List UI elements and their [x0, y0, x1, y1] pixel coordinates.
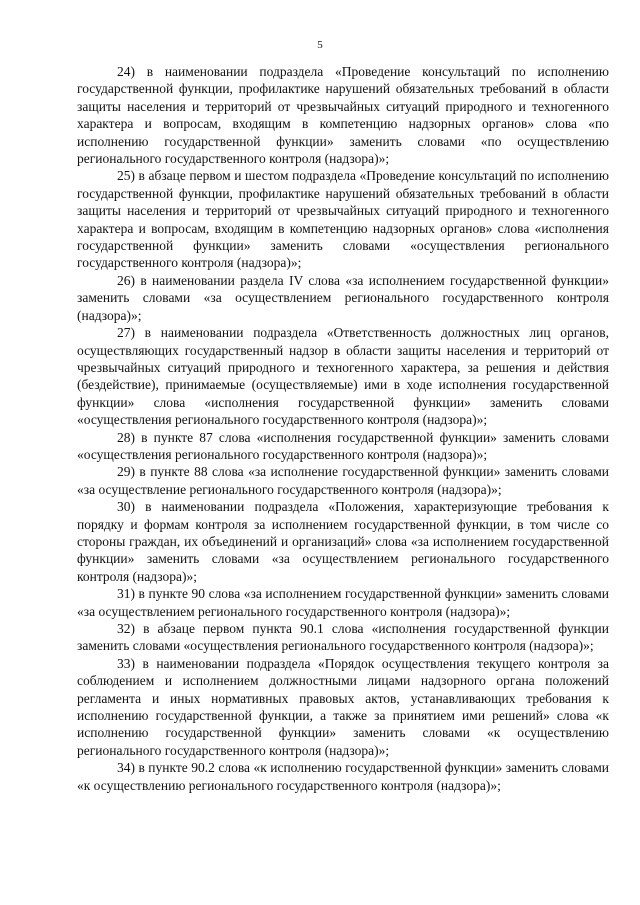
document-body — [77, 63, 609, 794]
paragraph-29: 29) в пункте 88 слова «за исполнение государственной функции» заменить словами «за осуществление регионального государственного контроля (надзора)»; — [77, 464, 609, 497]
paragraph-34: 34) в пункте 90.2 слова «к исполнению государственной функции» заменить словами «к осуществлению регионального государственного контроля (надзора)»; — [77, 760, 609, 793]
paragraph-31: 31) в пункте 90 слова «за исполнением государственной функции» заменить словами «за осуществлением регионального государственного контроля (надзора)»; — [77, 586, 609, 619]
page-number: 5 — [317, 39, 323, 51]
paragraph-32: 32) в абзаце первом пункта 90.1 слова «исполнения государственной функции заменить словами «осуществления регионального государственного контроля (надзора)»; — [77, 621, 609, 654]
paragraph-24: 24) в наименовании подраздела «Проведение консультаций по исполнению государственной функции, профилактике нарушений обязательных требований в области защиты населения и территорий от чрезвычайных ситуаций природного и техногенного характера и вопросам, входящим в компетенцию надзорных органов» слова «по исполнению государственной функции» заменить словами «по осуществлению регионального государственного контроля (надзора)»; — [77, 64, 609, 167]
paragraph-28: 28) в пункте 87 слова «исполнения государственной функции» заменить словами «осуществления регионального государственного контроля (надзора)»; — [77, 429, 609, 462]
paragraph-26: 26) в наименовании раздела IV слова «за исполнением государственной функции» заменить словами «за осуществлением регионального государственного контроля (надзора)»; — [77, 272, 609, 323]
paragraph-33: 33) в наименовании подраздела «Порядок осуществления текущего контроля за соблюдением и исполнением должностными лицами надзорного органа положений регламента и иных нормативных правовых актов, устанавливающих требования к исполнению государственной функции, а также за принятием ими решений» слова «к исполнению государственной функции» заменить словами «к осуществлению регионального государственного контроля (надзора)»; — [77, 655, 609, 758]
paragraph-25: 25) в абзаце первом и шестом подраздела «Проведение консультаций по исполнению государственной функции, профилактике нарушений обязательных требований в области защиты населения и территорий от чрезвычайных ситуаций природного и техногенного характера и вопросам, входящим в компетенцию надзорных органов» слова «исполнения государственной функции» заменить словами «осуществления регионального государственного контроля (надзора)»; — [77, 168, 609, 271]
paragraph-30: 30) в наименовании подраздела «Положения, характеризующие требования к порядку и формам контроля за исполнением государственной функции, в том числе со стороны граждан, их объединений и организаций» слова «за исполнением государственной функции» заменить словами «за осуществлением регионального государственного контроля (надзора)»; — [77, 499, 609, 584]
paragraph-27: 27) в наименовании подраздела «Ответственность должностных лиц органов, осуществляющих государственный надзор в области защиты населения и территорий от чрезвычайных ситуаций природного и техногенного характера, за решения и действия (бездействие), принимаемые (осуществляемые) ими в ходе исполнения государственной функции» слова «исполнения государственной функции» заменить словами «осуществления регионального государственного контроля (надзора)»; — [77, 325, 609, 428]
